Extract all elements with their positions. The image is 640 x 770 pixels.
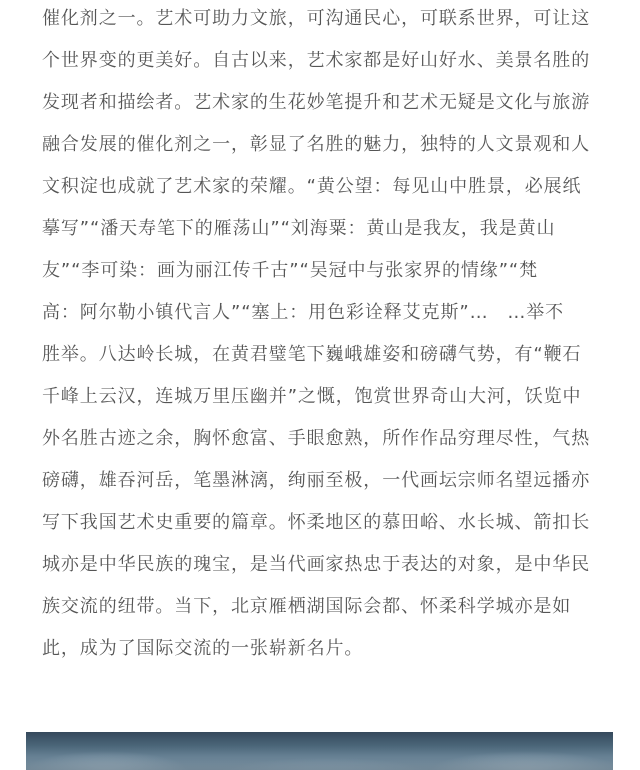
paragraph-line: 此，成为了国际交流的一张崭新名片。	[42, 638, 364, 659]
landscape-photo	[26, 732, 613, 770]
paragraph-line: 催化剂之一。艺术可助力文旅，可沟通民心，可联系世界，可让这	[42, 8, 591, 29]
photo-ridge	[26, 756, 613, 770]
paragraph-line: 外名胜古迹之余，胸怀愈富、手眼愈熟，所作作品穷理尽性，气热	[42, 428, 591, 449]
paragraph-line: 融合发展的催化剂之一，彰显了名胜的魅力，独特的人文景观和人	[42, 134, 591, 155]
paragraph-line: 发现者和描绘者。艺术家的生花妙笔提升和艺术无疑是文化与旅游	[42, 92, 591, 113]
paragraph-line: 胜举。八达岭长城，在黄君璧笔下巍峨雄姿和磅礴气势，有“鞭石	[42, 344, 582, 365]
paragraph-line: 磅礴，雄吞河岳，笔墨淋漓，绚丽至极，一代画坛宗师名望远播亦	[42, 470, 591, 491]
paragraph-line: 友”“李可染：画为丽江传千古”“吴冠中与张家界的情缘”“梵	[42, 260, 539, 281]
paragraph-line: 千峰上云汉，连城万里压幽并”之慨，饱赏世界奇山大河，饫览中	[42, 386, 582, 407]
paragraph-line: 写下我国艺术史重要的篇章。怀柔地区的慕田峪、水长城、箭扣长	[42, 512, 591, 533]
paragraph-line: 城亦是中华民族的瑰宝，是当代画家热忠于表达的对象，是中华民	[42, 554, 591, 575]
paragraph-line: 摹写”“潘天寿笔下的雁荡山”“刘海粟：黄山是我友，我是黄山	[42, 218, 556, 239]
paragraph-line: 族交流的纽带。当下，北京雁栖湖国际会都、怀柔科学城亦是如	[42, 596, 572, 617]
paragraph-line: 文积淀也成就了艺术家的荣耀。“黄公望：每见山中胜景，必展纸	[42, 176, 582, 197]
paragraph-line: 高：阿尔勒小镇代言人”“塞上：用色彩诠释艾克斯”… …举不	[42, 302, 565, 323]
paragraph-line: 个世界变的更美好。自古以来，艺术家都是好山好水、美景名胜的	[42, 50, 591, 71]
